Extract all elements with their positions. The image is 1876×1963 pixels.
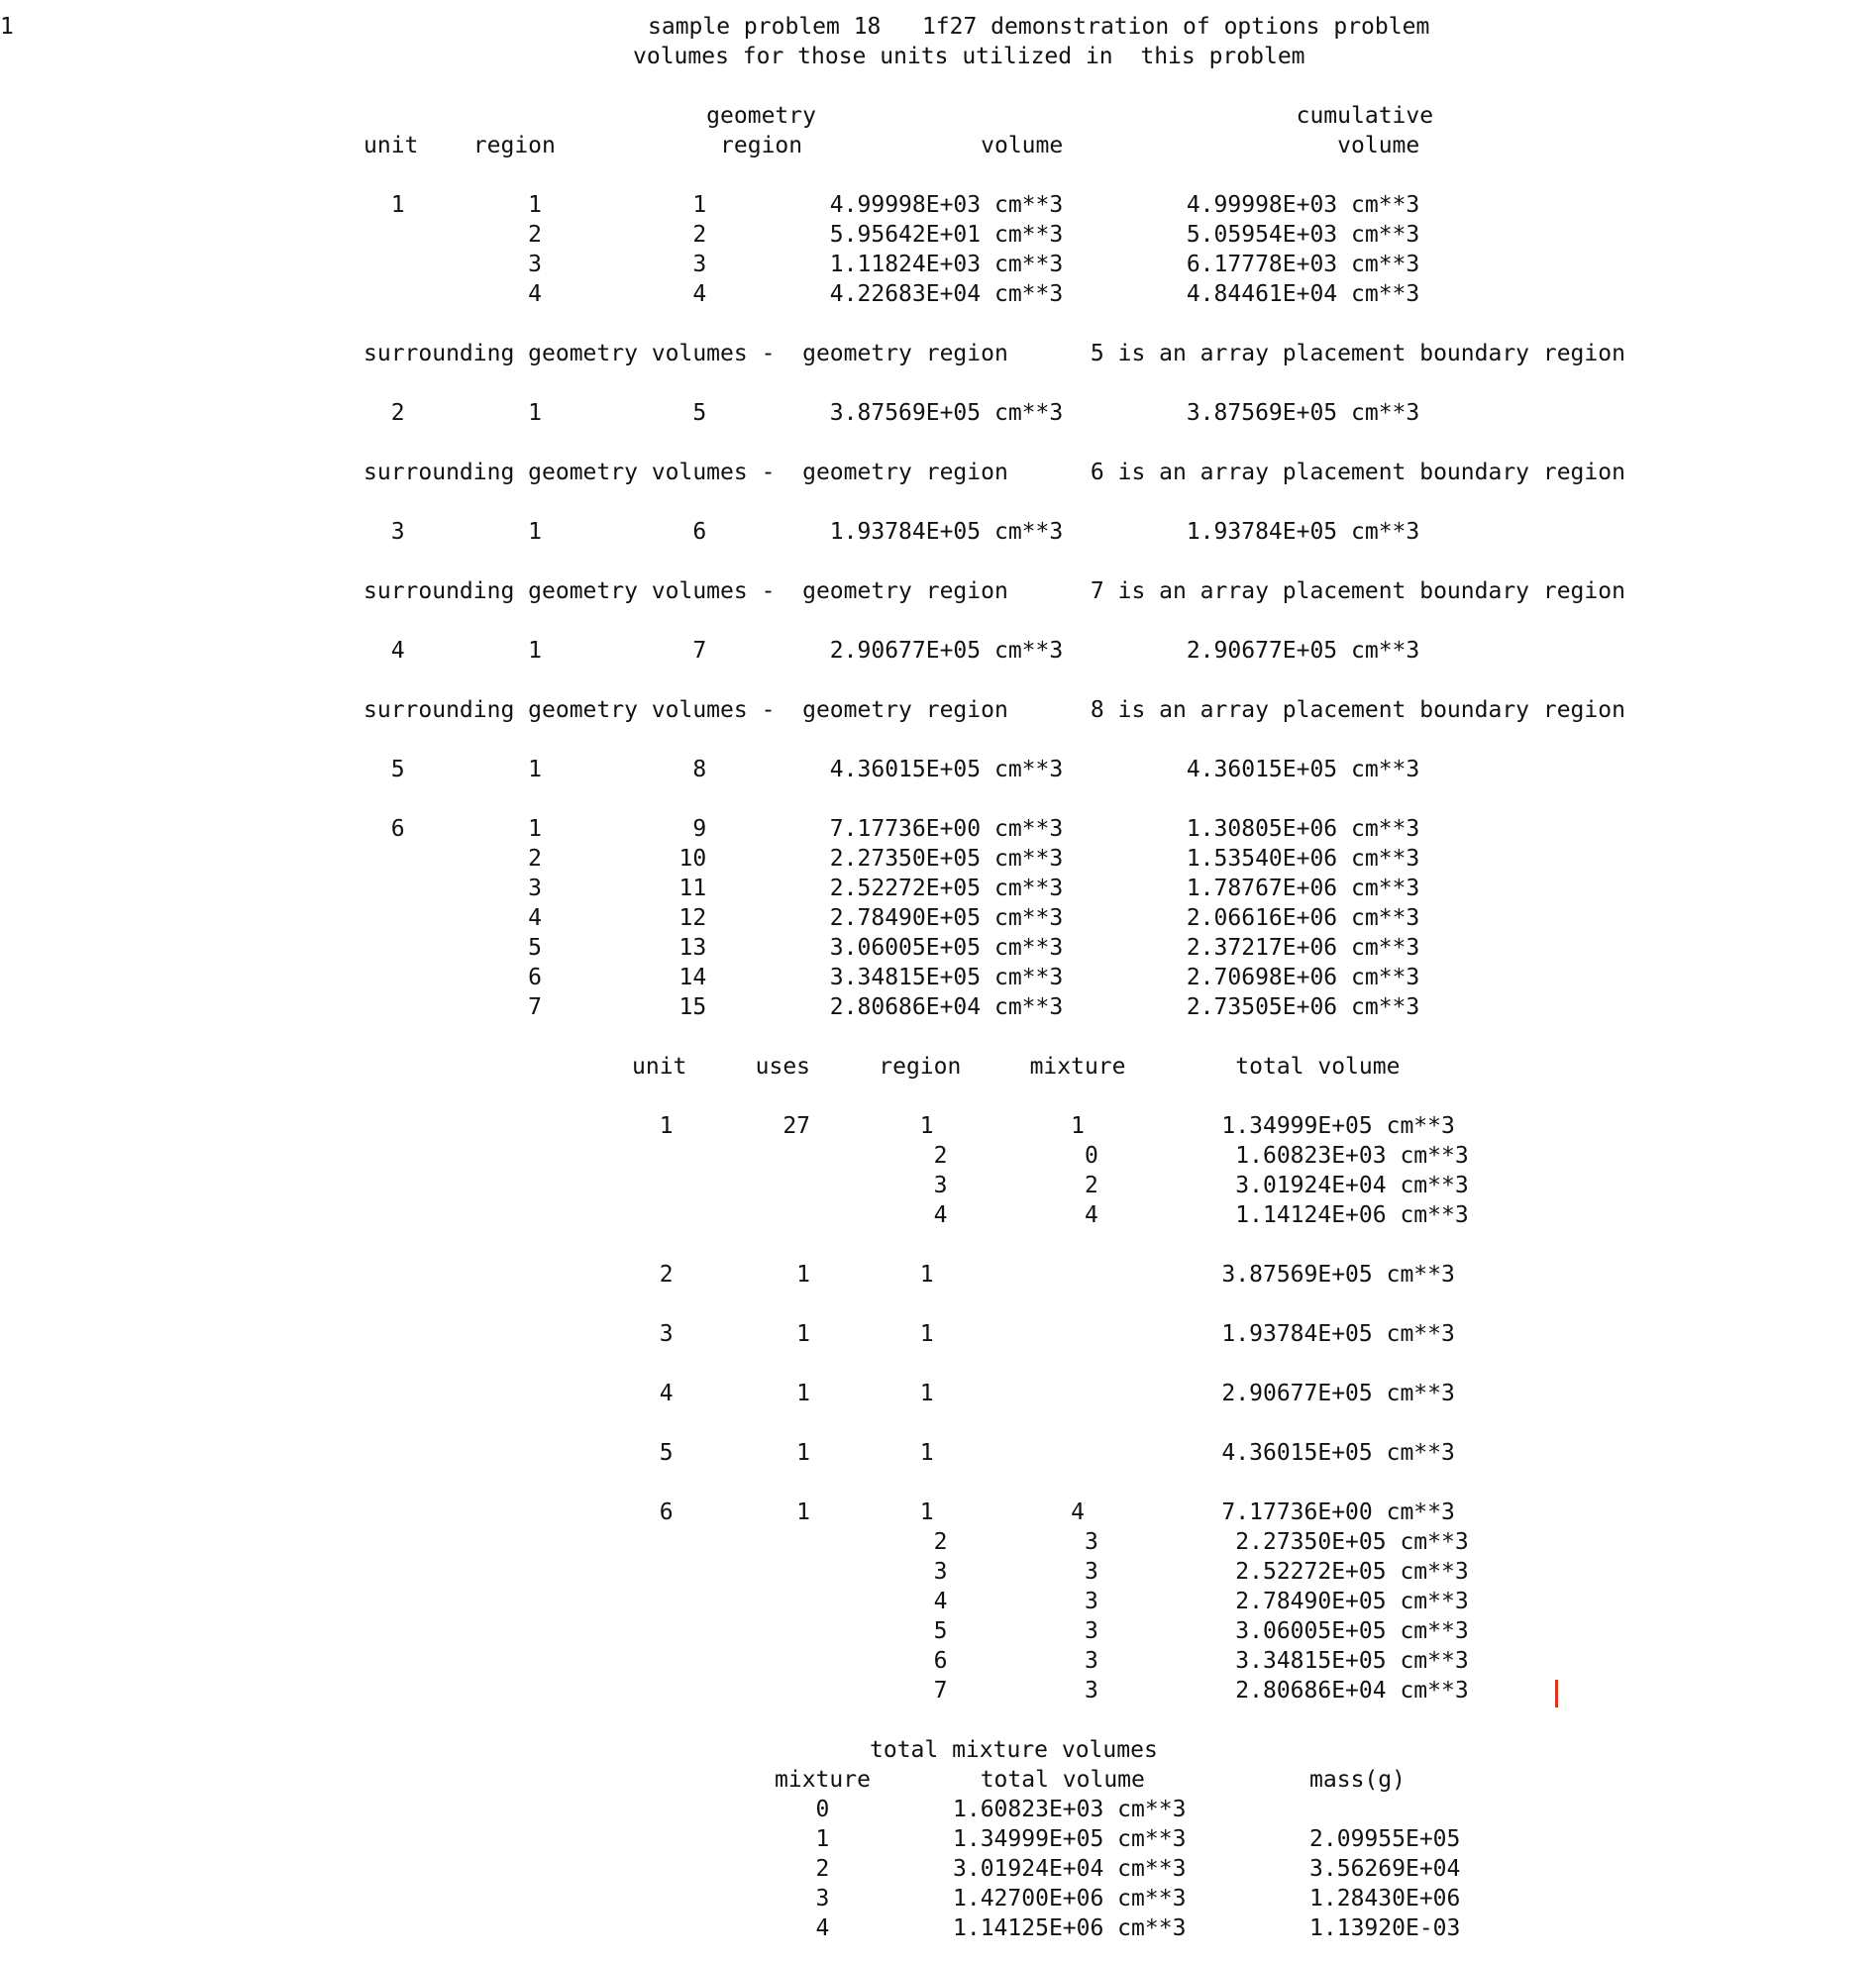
mixture-table-row: 1 1.34999E+05 cm**3 2.09955E+05 bbox=[775, 1826, 1461, 1852]
unit-table-row: surrounding geometry volumes - geometry region 5 is an array placement boundary region bbox=[364, 341, 1625, 366]
unit-table-row: 3 3 1.11824E+03 cm**3 6.17778E+03 cm**3 bbox=[364, 252, 1420, 277]
unit-table-row: 4 4 4.22683E+04 cm**3 4.84461E+04 cm**3 bbox=[364, 281, 1420, 307]
unit-table-row: 5 13 3.06005E+05 cm**3 2.37217E+06 cm**3 bbox=[364, 935, 1420, 961]
unit-table-row: surrounding geometry volumes - geometry region 7 is an array placement boundary region bbox=[364, 578, 1625, 604]
title-line-2: volumes for those units utilized in this problem bbox=[633, 44, 1305, 69]
uses-table-row: 4 3 2.78490E+05 cm**3 bbox=[632, 1589, 1469, 1614]
unit-table-row: 4 1 7 2.90677E+05 cm**3 2.90677E+05 cm**3 bbox=[364, 638, 1420, 664]
uses-table-row: 2 3 2.27350E+05 cm**3 bbox=[632, 1529, 1469, 1555]
uses-table-row: 4 1 1 2.90677E+05 cm**3 bbox=[632, 1381, 1455, 1406]
uses-table-row: 2 0 1.60823E+03 cm**3 bbox=[632, 1143, 1469, 1169]
mixture-table-title: total mixture volumes bbox=[870, 1737, 1158, 1763]
unit-table-header-line: geometry cumulative bbox=[364, 103, 1434, 129]
page-marker: 1 bbox=[0, 14, 14, 40]
unit-table-row: 7 15 2.80686E+04 cm**3 2.73505E+06 cm**3 bbox=[364, 994, 1420, 1020]
unit-table-row: 2 10 2.27350E+05 cm**3 1.53540E+06 cm**3 bbox=[364, 846, 1420, 872]
uses-table-row: 2 1 1 3.87569E+05 cm**3 bbox=[632, 1262, 1455, 1288]
uses-table-row: 7 3 2.80686E+04 cm**3 bbox=[632, 1678, 1469, 1704]
uses-table-row: 1 27 1 1 1.34999E+05 cm**3 bbox=[632, 1113, 1455, 1139]
title-line-1: sample problem 18 1f27 demonstration of options problem bbox=[648, 14, 1430, 40]
uses-table-row: 3 1 1 1.93784E+05 cm**3 bbox=[632, 1321, 1455, 1347]
mixture-table-header: mixture total volume mass(g) bbox=[775, 1767, 1406, 1793]
text-cursor bbox=[1555, 1680, 1558, 1707]
uses-table-header: unit uses region mixture total volume bbox=[632, 1054, 1401, 1080]
unit-table-row: 5 1 8 4.36015E+05 cm**3 4.36015E+05 cm**3 bbox=[364, 757, 1420, 782]
mixture-table-row: 4 1.14125E+06 cm**3 1.13920E-03 bbox=[775, 1915, 1461, 1941]
unit-table-row: 4 12 2.78490E+05 cm**3 2.06616E+06 cm**3 bbox=[364, 905, 1420, 931]
uses-table-row: 5 3 3.06005E+05 cm**3 bbox=[632, 1618, 1469, 1644]
uses-table-row: 6 1 1 4 7.17736E+00 cm**3 bbox=[632, 1499, 1455, 1525]
unit-table-row: 1 1 1 4.99998E+03 cm**3 4.99998E+03 cm**3 bbox=[364, 192, 1420, 218]
uses-table-row: 3 3 2.52272E+05 cm**3 bbox=[632, 1559, 1469, 1585]
unit-table-row: 2 2 5.95642E+01 cm**3 5.05954E+03 cm**3 bbox=[364, 222, 1420, 248]
unit-table-row: 6 14 3.34815E+05 cm**3 2.70698E+06 cm**3 bbox=[364, 965, 1420, 990]
uses-table-row: 4 4 1.14124E+06 cm**3 bbox=[632, 1202, 1469, 1228]
unit-table-header-line: unit region region volume volume bbox=[364, 133, 1420, 158]
unit-table-row: 6 1 9 7.17736E+00 cm**3 1.30805E+06 cm**3 bbox=[364, 816, 1420, 842]
uses-table-row: 6 3 3.34815E+05 cm**3 bbox=[632, 1648, 1469, 1674]
unit-table-row: surrounding geometry volumes - geometry region 6 is an array placement boundary region bbox=[364, 460, 1625, 485]
unit-table-row: 3 1 6 1.93784E+05 cm**3 1.93784E+05 cm**3 bbox=[364, 519, 1420, 545]
mixture-table-row: 0 1.60823E+03 cm**3 bbox=[775, 1797, 1187, 1822]
mixture-table-row: 3 1.42700E+06 cm**3 1.28430E+06 bbox=[775, 1886, 1461, 1911]
unit-table-row: 3 11 2.52272E+05 cm**3 1.78767E+06 cm**3 bbox=[364, 876, 1420, 901]
uses-table-row: 3 2 3.01924E+04 cm**3 bbox=[632, 1173, 1469, 1198]
mixture-table-row: 2 3.01924E+04 cm**3 3.56269E+04 bbox=[775, 1856, 1461, 1882]
unit-table-row: surrounding geometry volumes - geometry region 8 is an array placement boundary region bbox=[364, 697, 1625, 723]
unit-table-row: 2 1 5 3.87569E+05 cm**3 3.87569E+05 cm**3 bbox=[364, 400, 1420, 426]
uses-table-row: 5 1 1 4.36015E+05 cm**3 bbox=[632, 1440, 1455, 1466]
